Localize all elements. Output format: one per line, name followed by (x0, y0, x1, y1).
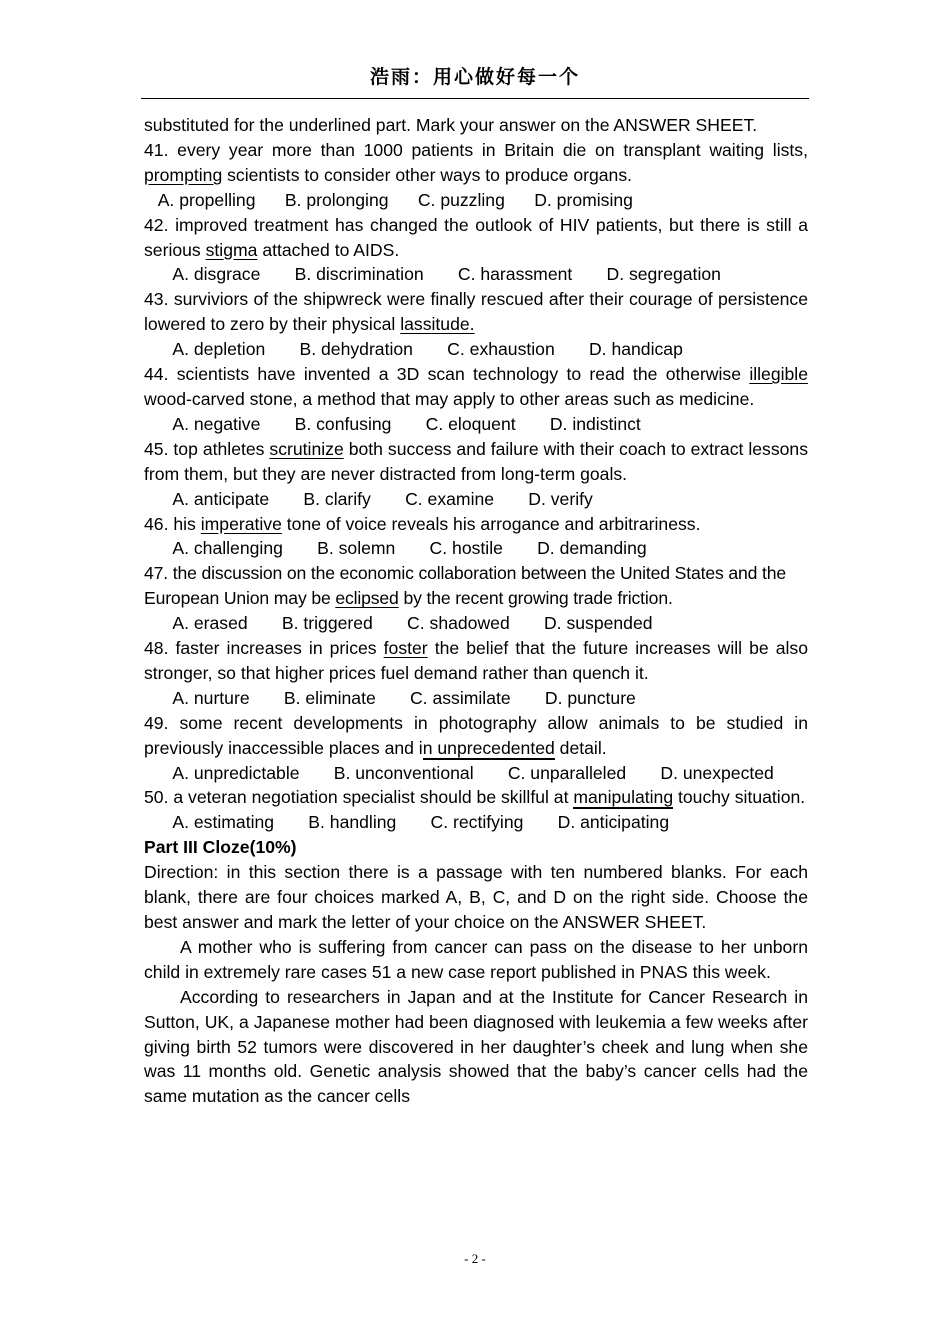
question-42: 42. improved treatment has changed the outlook of HIV patients, but there is still a serious stigma attached to AIDS. (144, 214, 808, 260)
question-47: 47. the discussion on the economic collaboration between the United States and the European Union may be eclipsed by the recent growing trade friction. (144, 563, 787, 609)
document-body (144, 113, 808, 1109)
page-header: 浩雨：用心做好每一个 (369, 66, 580, 88)
question-50-options: A. estimating B. handling C. rectifying D. anticipating (144, 812, 670, 833)
question-49: 49. some recent developments in photography allow animals to be studied in previously inaccessible places and in unprecedented detail. (144, 712, 808, 758)
underlined-word: imperative (200, 513, 282, 534)
underlined-word: scrutinize (269, 438, 344, 459)
question-44-options: A. negative B. confusing C. eloquent D. indistinct (144, 413, 641, 434)
question-43-options: A. depletion B. dehydration C. exhaustion D. handicap (144, 339, 683, 360)
question-49-options: A. unpredictable B. unconventional C. unparalleled D. unexpected (144, 762, 774, 783)
passage-paragraph-1: A mother who is suffering from cancer can pass on the disease to her unborn child in extremely rare cases 51 a new case report published in PNAS this week. (144, 936, 808, 982)
question-45: 45. top athletes scrutinize both success and failure with their coach to extract lessons from them, but they are never distracted from long-term goals. (144, 438, 808, 484)
underlined-word: stigma (205, 239, 258, 260)
direction-text: Direction: in this section there is a passage with ten numbered blanks. For each blank, there are four choices marked A, B, C, and D on the right side. Choose the best answer and mark the letter of your choice on the ANSWER SHEET. (144, 862, 808, 932)
question-48-options: A. nurture B. eliminate C. assimilate D. puncture (144, 687, 636, 708)
question-46: 46. his imperative tone of voice reveals his arrogance and arbitrariness. (144, 513, 701, 534)
question-41: 41. every year more than 1000 patients in Britain die on transplant waiting lists, prompting scientists to consider other ways to produce organs. (144, 139, 808, 185)
question-43: 43. surviviors of the shipwreck were finally rescued after their courage of persistence lowered to zero by their physical lassitude. (144, 289, 808, 335)
passage-paragraph-2: According to researchers in Japan and at the Institute for Cancer Research in Sutton, UK, a Japanese mother had been diagnosed with leukemia a few weeks after giving birth 52 tumors were discovered in her daughter’s cheek and lung when she was 11 months old. Genetic analysis showed that the baby’s cancer cells had the same mutation as the cancer cells (144, 986, 808, 1107)
underlined-word: foster (383, 638, 428, 659)
question-50: 50. a veteran negotiation specialist should be skillful at manipulating touchy situation. (144, 787, 806, 808)
section-heading: Part III Cloze(10%) (144, 837, 297, 858)
underlined-word: eclipsed (335, 588, 399, 609)
question-42-options: A. disgrace B. discrimination C. harassment D. segregation (144, 264, 721, 285)
page-number: - 2 - (464, 1251, 486, 1266)
header-rule (141, 98, 809, 99)
question-45-options: A. anticipate B. clarify C. examine D. verify (144, 488, 593, 509)
underlined-word: prompting (144, 164, 223, 185)
question-41-options: A. propelling B. prolonging C. puzzling D. promising (144, 189, 633, 210)
underlined-word: illegible (749, 364, 808, 385)
question-47-options: A. erased B. triggered C. shadowed D. suspended (144, 613, 653, 634)
question-44: 44. scientists have invented a 3D scan technology to read the otherwise illegible wood-carved stone, a method that may apply to other areas such as medicine. (144, 364, 808, 409)
question-48: 48. faster increases in prices foster the belief that the future increases will be also stronger, so that higher prices fuel demand rather than quench it. (144, 638, 808, 683)
underlined-word: n unprecedented (422, 737, 555, 758)
question-46-options: A. challenging B. solemn C. hostile D. demanding (144, 538, 647, 559)
underlined-word: manipulating (573, 787, 674, 808)
intro-line: substituted for the underlined part. Mark your answer on the ANSWER SHEET. (144, 115, 758, 135)
underlined-word: lassitude. (400, 314, 475, 335)
